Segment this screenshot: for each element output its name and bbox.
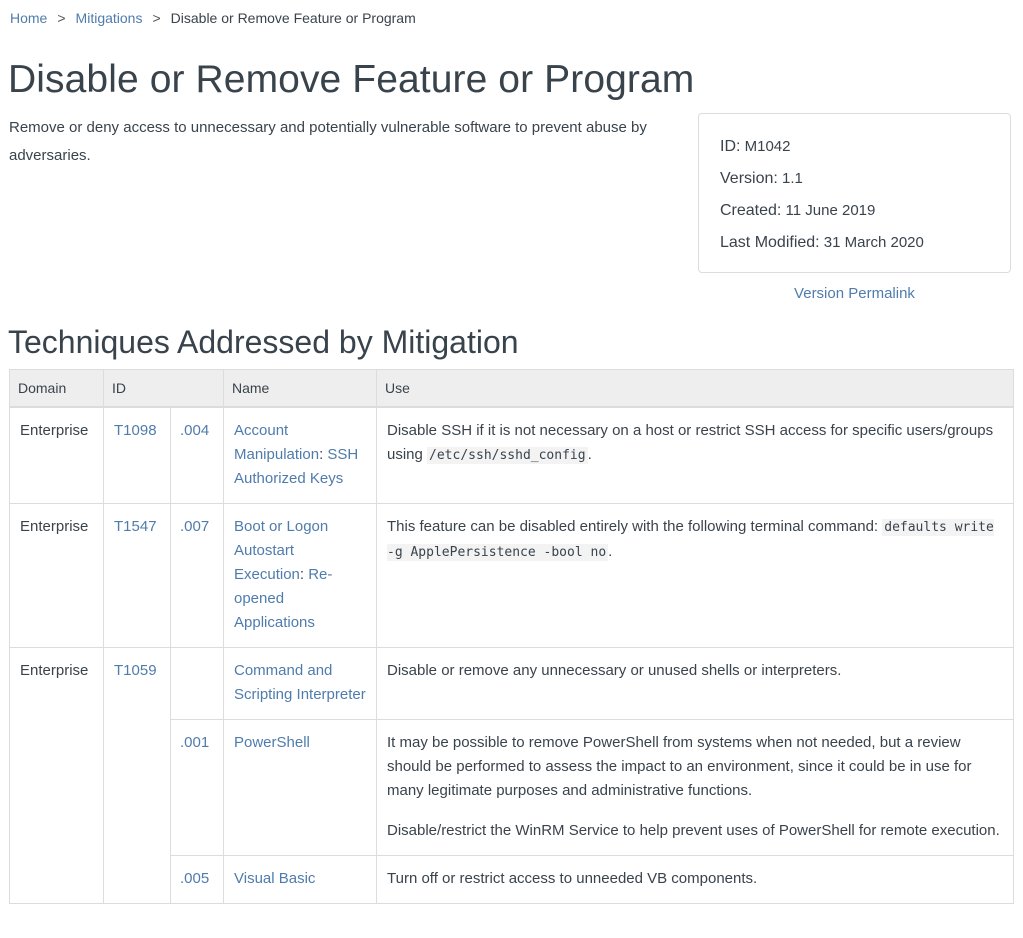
table-row: [10, 407, 1014, 504]
empty-domain-cell: [10, 856, 104, 904]
subtechnique-id-link[interactable]: .005: [180, 870, 210, 887]
subtechnique-name-link[interactable]: Re-opened Applications: [234, 566, 333, 631]
empty-domain-cell: [10, 720, 104, 856]
metadata-version: [720, 163, 1010, 195]
row-use: Disable or remove any unnecessary or unused shells or interpreters.: [377, 648, 1014, 720]
column-header-name: Name: [224, 370, 377, 408]
use-end: .: [608, 543, 613, 560]
use-end: .: [587, 446, 592, 463]
table-row: [10, 720, 1014, 856]
subtechnique-id-link[interactable]: .001: [180, 734, 210, 751]
breadcrumb-separator: >: [152, 10, 161, 26]
subtechnique-name-link[interactable]: Visual Basic: [234, 870, 316, 887]
use-paragraph: Disable/restrict the WinRM Service to help prevent uses of PowerShell for remote execution.: [387, 822, 1000, 839]
technique-id-link[interactable]: T1098: [114, 422, 157, 439]
metadata-modified: [720, 227, 1010, 259]
empty-id-cell: [104, 856, 171, 904]
breadcrumb-mitigations-link[interactable]: Mitigations: [75, 10, 143, 26]
metadata-modified-value: 31 March 2020: [823, 234, 924, 251]
breadcrumb-separator: >: [57, 10, 66, 26]
subtechnique-name-link[interactable]: PowerShell: [234, 734, 310, 751]
use-text: Disable SSH if it is not necessary on a host or restrict SSH access for specific users/groups using: [387, 422, 994, 463]
use-paragraph: It may be possible to remove PowerShell from systems when not needed, but a review should be performed to assess the impact to an environment, since it could be in use for many legitimate purposes and administrative functions.: [387, 734, 972, 799]
metadata-version-value: 1.1: [781, 170, 803, 187]
metadata-id-value: M1042: [744, 138, 791, 155]
row-domain: Enterprise: [10, 504, 104, 648]
subtechnique-id-link[interactable]: .004: [180, 422, 210, 439]
metadata-created-value: 11 June 2019: [785, 202, 876, 219]
metadata-modified-label: Last Modified:: [720, 234, 820, 251]
metadata-card: [698, 113, 1011, 273]
row-domain: Enterprise: [10, 407, 104, 504]
name-separator: :: [319, 446, 328, 463]
metadata-created: [720, 195, 1010, 227]
mitigation-description: Remove or deny access to unnecessary and potentially vulnerable software to prevent abuse by adversaries.: [9, 119, 647, 164]
row-domain: Enterprise: [10, 648, 104, 720]
breadcrumb: [10, 9, 416, 27]
version-permalink-link[interactable]: Version Permalink: [794, 285, 915, 302]
row-use: Turn off or restrict access to unneeded VB components.: [377, 856, 1014, 904]
table-row: [10, 856, 1014, 904]
metadata-id-label: ID:: [720, 138, 741, 155]
name-separator: :: [299, 566, 309, 583]
table-row: [10, 648, 1014, 720]
technique-id-link[interactable]: T1059: [114, 662, 157, 679]
empty-id-cell: [104, 720, 171, 856]
technique-id-link[interactable]: T1547: [114, 518, 157, 535]
table-row: [10, 504, 1014, 648]
metadata-id: [720, 131, 1010, 163]
breadcrumb-current: Disable or Remove Feature or Program: [170, 10, 416, 26]
subtechnique-id-link[interactable]: .007: [180, 518, 210, 535]
column-header-use: Use: [377, 370, 1014, 408]
row-use: [377, 720, 1014, 856]
page-title: Disable or Remove Feature or Program: [8, 58, 695, 101]
column-header-domain: Domain: [10, 370, 104, 408]
column-header-id: ID: [104, 370, 224, 408]
technique-name-link[interactable]: Boot or Logon Autostart Execution: [234, 518, 329, 583]
section-title: Techniques Addressed by Mitigation: [8, 324, 519, 360]
metadata-created-label: Created:: [720, 202, 782, 219]
empty-subid-cell: [171, 648, 224, 720]
row-use: [377, 504, 1014, 648]
table-header-row: [10, 370, 1014, 408]
techniques-table: [9, 369, 1014, 904]
technique-name-link[interactable]: Account Manipulation: [234, 422, 320, 463]
subtechnique-name-link[interactable]: SSH Authorized Keys: [234, 446, 359, 487]
use-code: /etc/ssh/sshd_config: [429, 448, 586, 463]
row-use: [377, 407, 1014, 504]
breadcrumb-home-link[interactable]: Home: [10, 10, 48, 26]
use-code: defaults write -g ApplePersistence -bool no: [387, 520, 994, 560]
technique-name-link[interactable]: Command and Scripting Interpreter: [234, 662, 366, 703]
metadata-version-label: Version:: [720, 170, 778, 187]
use-text: This feature can be disabled entirely with the following terminal command:: [387, 518, 883, 535]
